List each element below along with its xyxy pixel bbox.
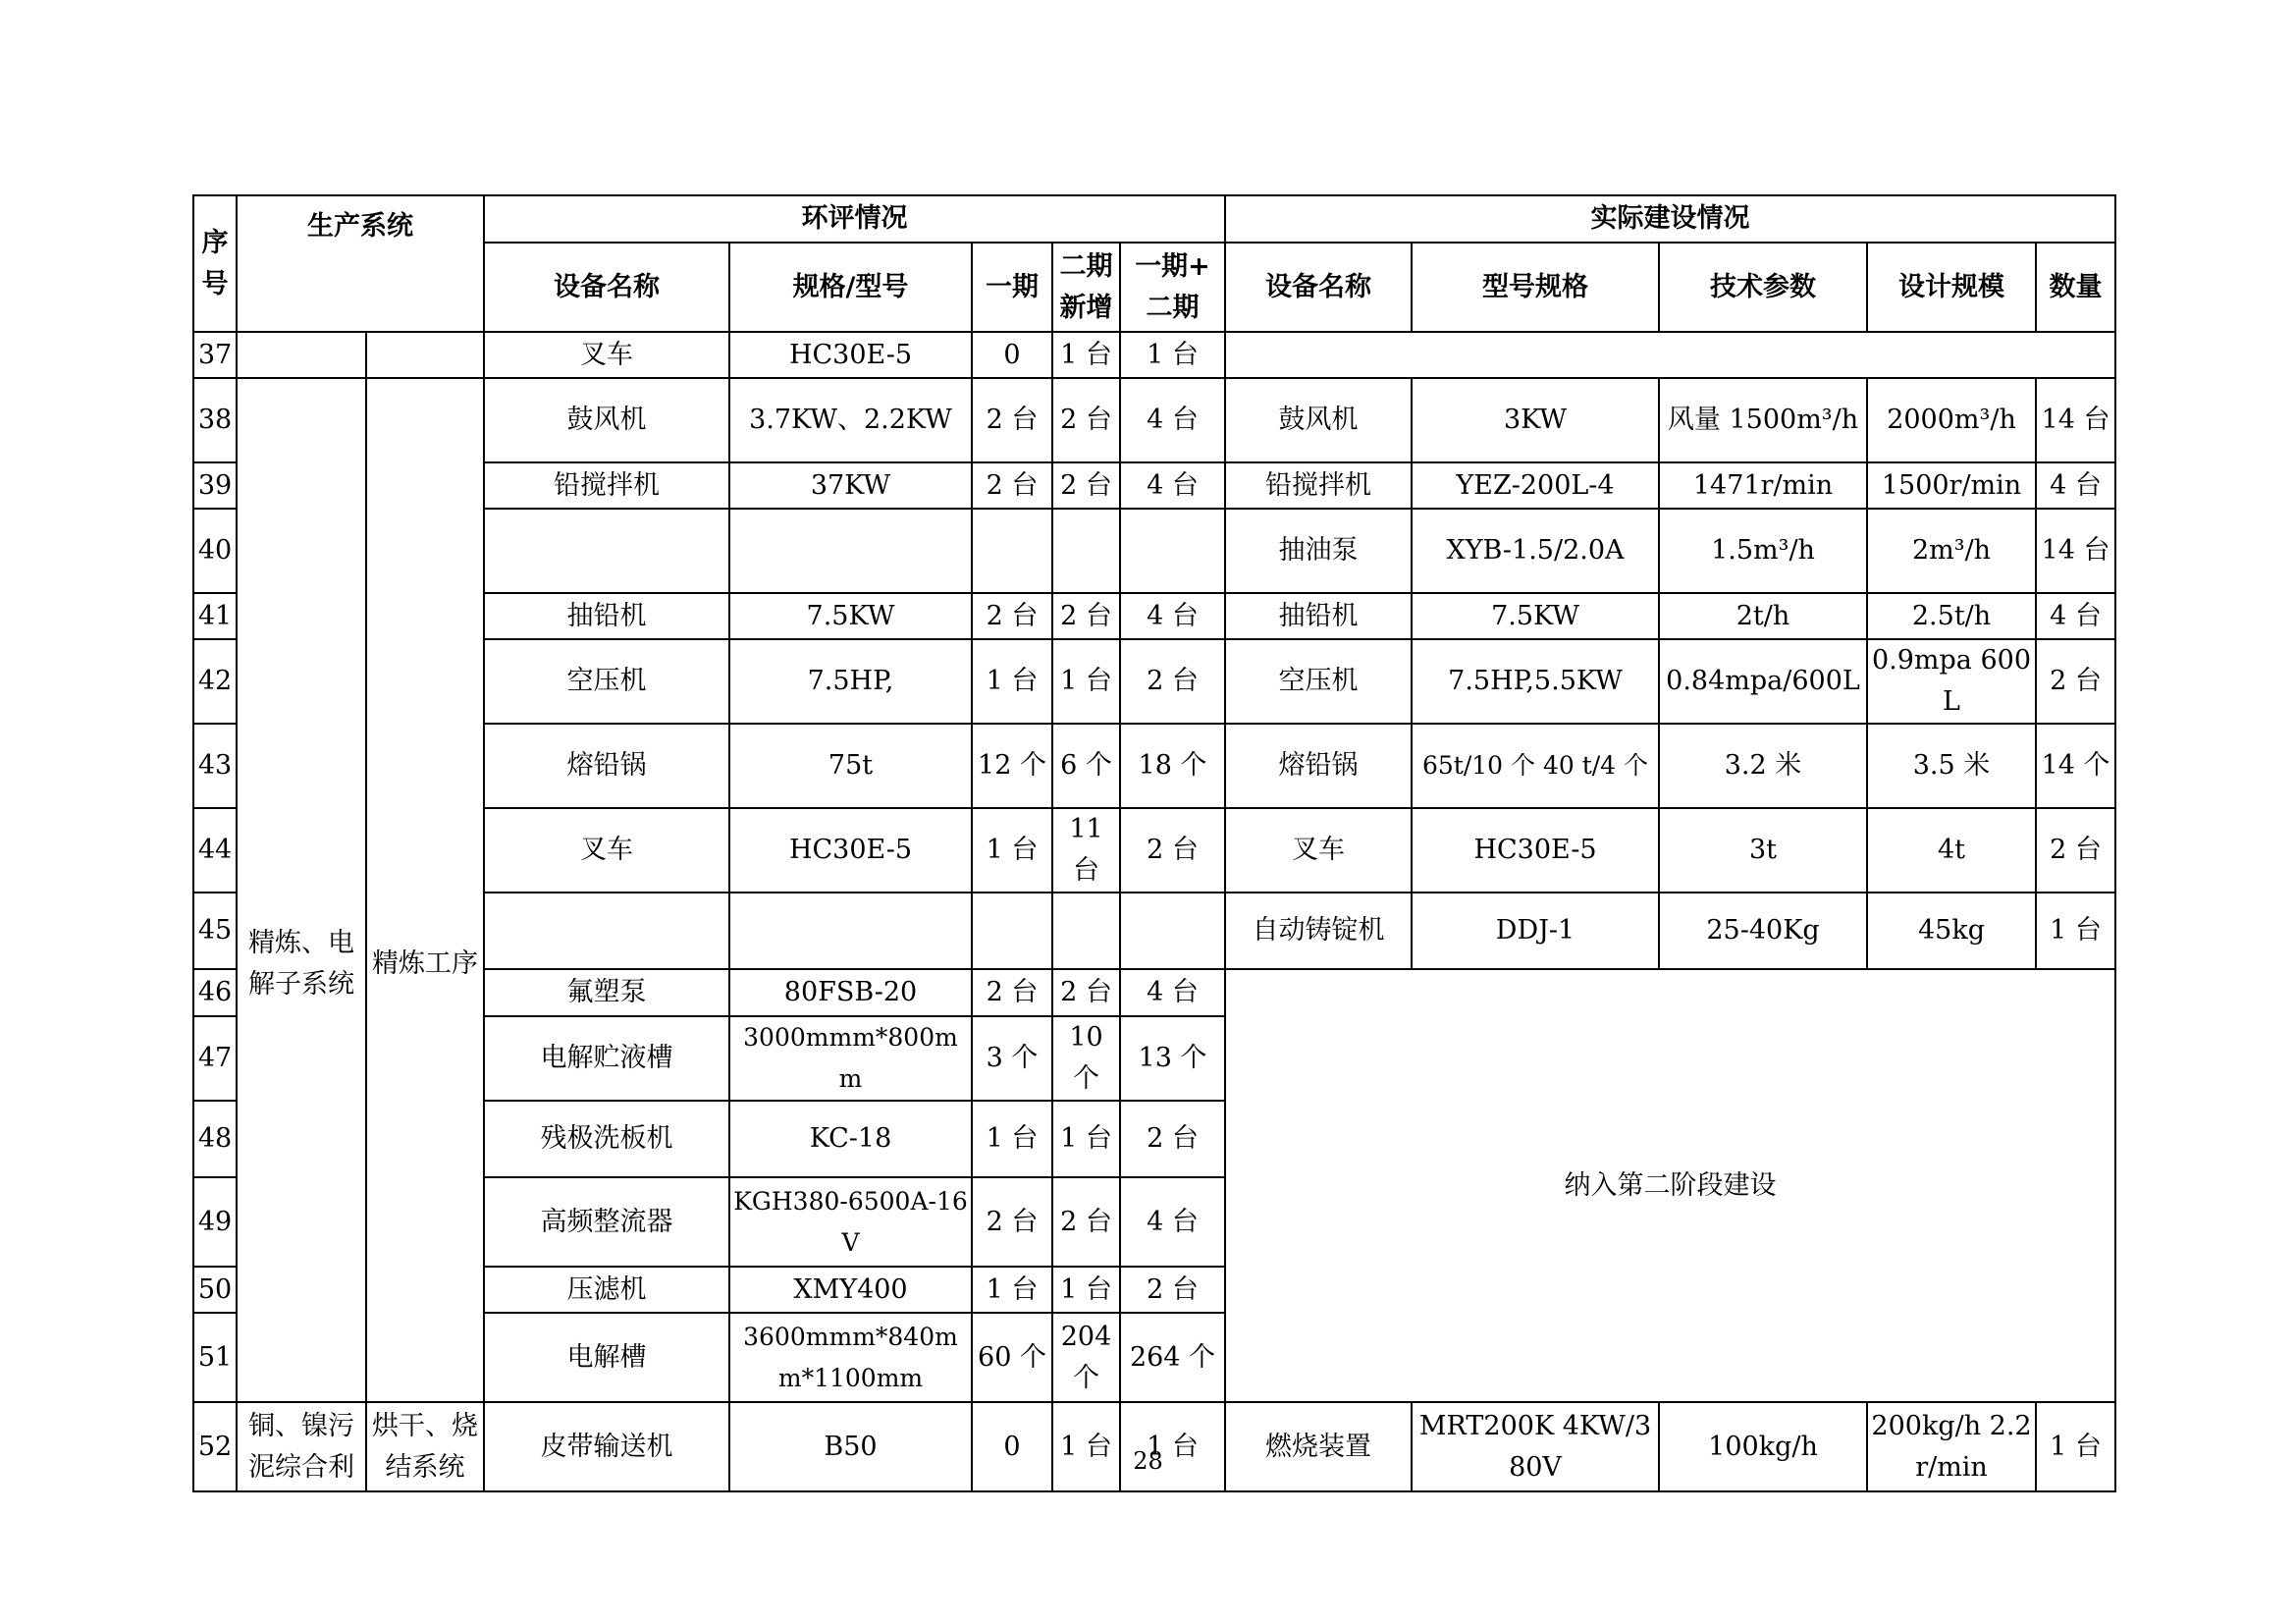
eia-phase2: 1 台 [1052, 639, 1120, 724]
act-param: 1.5m³/h [1659, 509, 1867, 593]
phase-two-note: 纳入第二阶段建设 [1225, 969, 2115, 1402]
actual-empty [1225, 332, 2115, 378]
eia-spec: KC-18 [729, 1101, 972, 1177]
eia-phase2: 11 台 [1052, 808, 1120, 893]
act-scale: 3.5 米 [1867, 724, 2036, 808]
act-qty: 4 台 [2036, 593, 2115, 639]
act-scale: 2000m³/h [1867, 378, 2036, 462]
eia-group-header: 环评情况 [484, 195, 1225, 243]
act-scale: 2m³/h [1867, 509, 2036, 593]
system-sludge: 铜、镍污泥综合利 [237, 1402, 366, 1491]
eia-total: 1 台 [1120, 332, 1225, 378]
act-name: 抽油泵 [1225, 509, 1412, 593]
eia-name-header: 设备名称 [484, 243, 729, 332]
eia-name: 熔铅锅 [484, 724, 729, 808]
act-name: 自动铸锭机 [1225, 893, 1412, 969]
eia-phase2: 2 台 [1052, 378, 1120, 462]
act-model-header: 型号规格 [1412, 243, 1659, 332]
eia-total: 13 个 [1120, 1016, 1225, 1101]
eia-phase2: 10 个 [1052, 1016, 1120, 1101]
eia-phase1: 1 台 [972, 808, 1052, 893]
row-no: 41 [193, 593, 237, 639]
act-name: 铅搅拌机 [1225, 462, 1412, 509]
eia-spec-header: 规格/型号 [729, 243, 972, 332]
act-param: 3.2 米 [1659, 724, 1867, 808]
seq-header: 序 号 [193, 195, 237, 332]
eia-spec: 3.7KW、2.2KW [729, 378, 972, 462]
subsystem-cell [366, 332, 484, 378]
act-param: 3t [1659, 808, 1867, 893]
eia-name: 抽铅机 [484, 593, 729, 639]
eia-total: 2 台 [1120, 639, 1225, 724]
eia-spec: 7.5HP, [729, 639, 972, 724]
act-qty: 4 台 [2036, 462, 2115, 509]
row-no: 42 [193, 639, 237, 724]
eia-phase1 [972, 509, 1052, 593]
table-row [193, 378, 2115, 462]
eia-name: 压滤机 [484, 1267, 729, 1313]
eia-phase1: 2 台 [972, 378, 1052, 462]
row-no: 44 [193, 808, 237, 893]
row-no: 50 [193, 1267, 237, 1313]
phase1-header: 一期 [972, 243, 1052, 332]
eia-phase2: 2 台 [1052, 969, 1120, 1016]
eia-phase1 [972, 893, 1052, 969]
eia-total: 4 台 [1120, 462, 1225, 509]
eia-name: 电解贮液槽 [484, 1016, 729, 1101]
eia-name [484, 509, 729, 593]
eia-name: 叉车 [484, 332, 729, 378]
eia-total: 2 台 [1120, 1267, 1225, 1313]
eia-name: 高频整流器 [484, 1177, 729, 1267]
eia-total: 4 台 [1120, 1177, 1225, 1267]
eia-phase1: 1 台 [972, 1101, 1052, 1177]
system-refining: 精炼、电解子系统 [237, 378, 366, 1402]
row-no: 48 [193, 1101, 237, 1177]
act-param: 0.84mpa/600L [1659, 639, 1867, 724]
act-qty-header: 数量 [2036, 243, 2115, 332]
act-model: HC30E-5 [1412, 808, 1659, 893]
eia-total: 2 台 [1120, 1101, 1225, 1177]
row-no: 51 [193, 1313, 237, 1402]
act-name: 抽铅机 [1225, 593, 1412, 639]
act-scale: 200kg/h 2.2r/min [1867, 1402, 2036, 1491]
eia-name: 铅搅拌机 [484, 462, 729, 509]
page-number: 28 [1133, 1447, 1163, 1475]
act-qty: 1 台 [2036, 893, 2115, 969]
eia-phase2: 1 台 [1052, 1267, 1120, 1313]
act-model: MRT200K 4KW/380V [1412, 1402, 1659, 1491]
eia-phase1: 1 台 [972, 639, 1052, 724]
act-param: 100kg/h [1659, 1402, 1867, 1491]
eia-spec: B50 [729, 1402, 972, 1491]
eia-total: 4 台 [1120, 593, 1225, 639]
eia-spec: 75t [729, 724, 972, 808]
eia-name: 叉车 [484, 808, 729, 893]
act-scale-header: 设计规模 [1867, 243, 2036, 332]
row-no: 47 [193, 1016, 237, 1101]
eia-phase1: 0 [972, 1402, 1052, 1491]
row-no: 37 [193, 332, 237, 378]
eia-name [484, 893, 729, 969]
eia-phase2: 1 台 [1052, 332, 1120, 378]
act-name: 熔铅锅 [1225, 724, 1412, 808]
act-scale: 45kg [1867, 893, 2036, 969]
act-name-header: 设备名称 [1225, 243, 1412, 332]
eia-phase2: 1 台 [1052, 1402, 1120, 1491]
actual-group-header: 实际建设情况 [1225, 195, 2115, 243]
act-model: 65t/10 个 40 t/4 个 [1412, 724, 1659, 808]
eia-phase1: 60 个 [972, 1313, 1052, 1402]
eia-name: 鼓风机 [484, 378, 729, 462]
eia-spec: HC30E-5 [729, 332, 972, 378]
eia-spec: 37KW [729, 462, 972, 509]
act-scale: 0.9mpa 600L [1867, 639, 2036, 724]
eia-phase2 [1052, 893, 1120, 969]
eia-phase2 [1052, 509, 1120, 593]
eia-phase1: 2 台 [972, 593, 1052, 639]
act-scale: 2.5t/h [1867, 593, 2036, 639]
act-scale: 4t [1867, 808, 2036, 893]
equipment-table [192, 194, 2116, 1492]
act-param: 1471r/min [1659, 462, 1867, 509]
eia-total [1120, 893, 1225, 969]
act-param: 风量 1500m³/h [1659, 378, 1867, 462]
system-header: 生产系统 [237, 195, 484, 332]
eia-phase1: 2 台 [972, 969, 1052, 1016]
eia-total: 264 个 [1120, 1313, 1225, 1402]
row-no: 46 [193, 969, 237, 1016]
row-no: 43 [193, 724, 237, 808]
act-model: XYB-1.5/2.0A [1412, 509, 1659, 593]
act-param-header: 技术参数 [1659, 243, 1867, 332]
eia-total: 1 台 [1120, 1402, 1225, 1491]
act-qty: 2 台 [2036, 808, 2115, 893]
eia-name: 皮带输送机 [484, 1402, 729, 1491]
act-name: 空压机 [1225, 639, 1412, 724]
act-qty: 14 个 [2036, 724, 2115, 808]
eia-spec: XMY400 [729, 1267, 972, 1313]
act-param: 25-40Kg [1659, 893, 1867, 969]
eia-phase1: 3 个 [972, 1016, 1052, 1101]
eia-spec: 7.5KW [729, 593, 972, 639]
eia-spec: 3000mmm*800mm [729, 1016, 972, 1101]
act-scale: 1500r/min [1867, 462, 2036, 509]
eia-phase1: 2 台 [972, 1177, 1052, 1267]
header-row-1 [193, 195, 2115, 243]
eia-phase2: 2 台 [1052, 1177, 1120, 1267]
act-model: YEZ-200L-4 [1412, 462, 1659, 509]
eia-spec [729, 509, 972, 593]
act-model: DDJ-1 [1412, 893, 1659, 969]
act-model: 3KW [1412, 378, 1659, 462]
eia-spec: 80FSB-20 [729, 969, 972, 1016]
eia-name: 空压机 [484, 639, 729, 724]
eia-phase2: 2 台 [1052, 462, 1120, 509]
eia-phase1: 1 台 [972, 1267, 1052, 1313]
subsystem-refining: 精炼工序 [366, 378, 484, 1402]
eia-total: 4 台 [1120, 378, 1225, 462]
row-no: 39 [193, 462, 237, 509]
eia-phase1: 12 个 [972, 724, 1052, 808]
eia-total: 18 个 [1120, 724, 1225, 808]
table-row [193, 332, 2115, 378]
act-qty: 14 台 [2036, 509, 2115, 593]
eia-name: 电解槽 [484, 1313, 729, 1402]
phase2-header: 二期 新增 [1052, 243, 1120, 332]
eia-phase1: 0 [972, 332, 1052, 378]
act-name: 叉车 [1225, 808, 1412, 893]
act-param: 2t/h [1659, 593, 1867, 639]
eia-spec: 3600mmm*840mm*1100mm [729, 1313, 972, 1402]
eia-total: 4 台 [1120, 969, 1225, 1016]
act-qty: 14 台 [2036, 378, 2115, 462]
eia-total [1120, 509, 1225, 593]
act-model: 7.5HP,5.5KW [1412, 639, 1659, 724]
eia-total: 2 台 [1120, 808, 1225, 893]
act-qty: 1 台 [2036, 1402, 2115, 1491]
eia-spec [729, 893, 972, 969]
eia-phase1: 2 台 [972, 462, 1052, 509]
act-model: 7.5KW [1412, 593, 1659, 639]
eia-phase2: 6 个 [1052, 724, 1120, 808]
act-name: 鼓风机 [1225, 378, 1412, 462]
row-no: 52 [193, 1402, 237, 1491]
system-cell [237, 332, 366, 378]
eia-name: 残极洗板机 [484, 1101, 729, 1177]
act-qty: 2 台 [2036, 639, 2115, 724]
eia-spec: KGH380-6500A-16V [729, 1177, 972, 1267]
eia-phase2: 2 台 [1052, 593, 1120, 639]
eia-phase2: 204 个 [1052, 1313, 1120, 1402]
row-no: 40 [193, 509, 237, 593]
row-no: 38 [193, 378, 237, 462]
subsystem-sludge: 烘干、烧结系统 [366, 1402, 484, 1491]
total-header: 一期+ 二期 [1120, 243, 1225, 332]
row-no: 49 [193, 1177, 237, 1267]
eia-name: 氟塑泵 [484, 969, 729, 1016]
act-name: 燃烧装置 [1225, 1402, 1412, 1491]
row-no: 45 [193, 893, 237, 969]
eia-spec: HC30E-5 [729, 808, 972, 893]
eia-phase2: 1 台 [1052, 1101, 1120, 1177]
